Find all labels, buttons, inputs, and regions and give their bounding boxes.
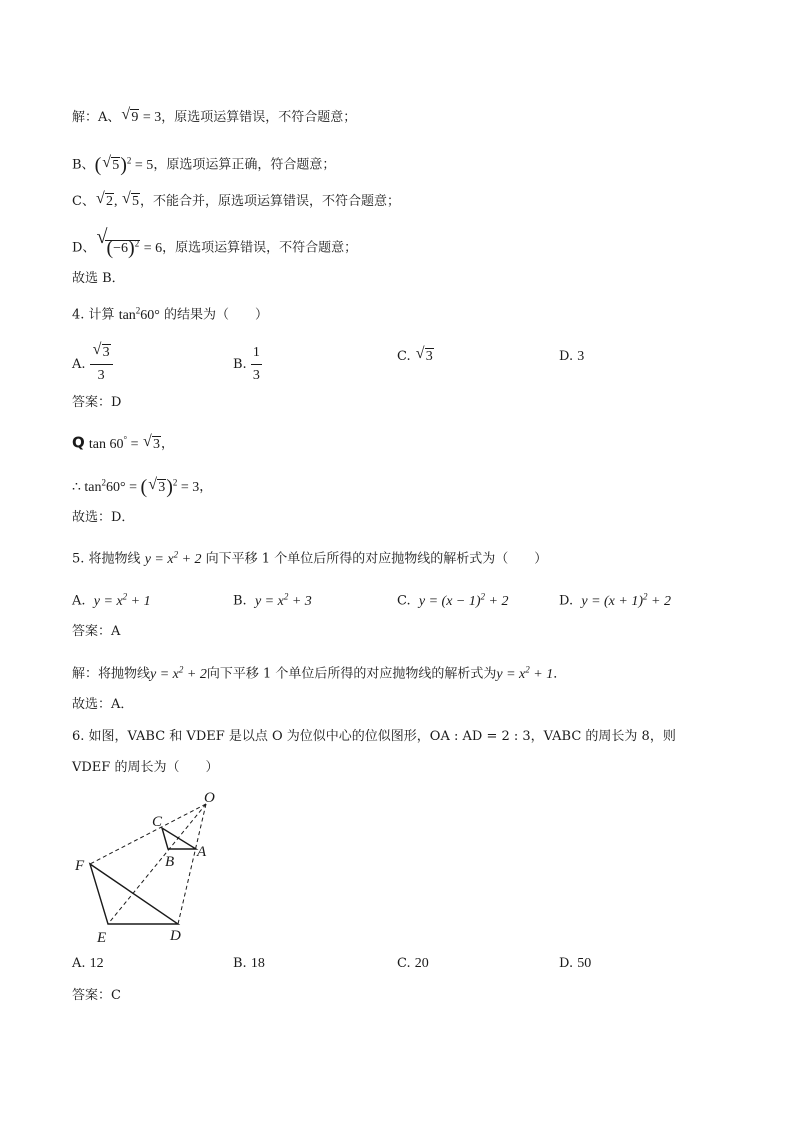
q3-c-math: √ 2, √ 5 <box>95 190 139 209</box>
q6-answer: 答案：C <box>72 988 121 1003</box>
q6-homothety-figure <box>72 790 232 948</box>
q6-stem-line1: 6. 如图，VABC 和 VDEF 是以点 O 为位似中心的位似图形，OA : AD = 2 : 3，VABC 的周长为 8，则 <box>72 729 676 744</box>
q4-option-a[interactable]: A. √ 3 3 <box>72 343 113 386</box>
q5-option-b[interactable]: B. $y = x^2 + 3$ <box>233 591 312 609</box>
q4-option-a-frac: √ 3 3 <box>90 343 113 386</box>
q5-answer: 答案：A <box>72 624 121 639</box>
q6-option-c[interactable]: C. 20 <box>397 956 429 971</box>
q4-step2: ∴ $\tan^260^\circ$ = ( √ 3)$^2$ = 3， <box>72 475 213 498</box>
q4-option-c[interactable]: C. √ 3 <box>397 345 433 364</box>
q6-option-b[interactable]: B. 18 <box>233 956 265 971</box>
q3-d-math: √ $(-6)^2 = 6$ <box>96 226 163 259</box>
q4-stem: 4. 计算 $\tan^260^\circ$ 的结果为（ ） <box>72 305 269 323</box>
ray-OD <box>178 804 206 924</box>
q5-option-c[interactable]: C. $y = (x - 1)^2 + 2$ <box>397 591 509 609</box>
q3-solution-c: C、 √ 2, √ 5，不能合并，原选项运算错误，不符合题意； <box>72 190 400 209</box>
q3-solution-d: D、 √ $(-6)^2 = 6$，原选项运算错误，不符合题意； <box>72 226 358 259</box>
ray-OF <box>90 804 206 864</box>
q6-option-a[interactable]: A. 12 <box>72 956 104 971</box>
q5-conclusion: 故选：A． <box>72 697 134 712</box>
q5-solution: 解：将抛物线$y = x^2 + 2$向下平移 1 个单位后所得的对应抛物线的解析式为$y = x^2 + 1$． <box>72 664 567 682</box>
q3-b-math: ( √ 5)$^2$ = 5 <box>94 153 154 176</box>
q5-option-d[interactable]: D. $y = (x + 1)^2 + 2$ <box>559 591 671 609</box>
q4-option-b-frac: $\frac{1}{3}$ <box>252 345 260 383</box>
q4-answer: 答案：D <box>72 395 122 410</box>
q4-option-c-math: √ 3 <box>415 345 433 364</box>
q4-step1: Q tan 60° = √ 3， <box>72 432 175 452</box>
q4-conclusion: 故选：D． <box>72 510 135 525</box>
label-F: F <box>75 858 85 874</box>
triangle-DEF <box>90 864 178 924</box>
label-E: E <box>97 930 107 946</box>
label-C: C <box>152 814 163 830</box>
q5-option-a[interactable]: A. $y = x^2 + 1$ <box>72 591 151 609</box>
triangle-ABC <box>162 828 196 849</box>
q3-solution-a: 解：A、 √ 9 = 3，原选项运算错误，不符合题意； <box>72 106 357 125</box>
q5-stem-math: $y = x^2 + 2$ <box>144 549 202 567</box>
q5-stem: 5. 将抛物线 $y = x^2 + 2$ 向下平移 1 个单位后所得的对应抛物线的解析式为（ ） <box>72 549 548 567</box>
label-O: O <box>204 790 215 806</box>
q4-option-b[interactable]: B. $\frac{1}{3}$ <box>233 343 262 386</box>
label-B: B <box>165 854 175 870</box>
q3-a-math: √ 9 = 3 <box>121 106 162 125</box>
q3-conclusion: 故选 B． <box>72 271 125 286</box>
q4-option-d[interactable]: D. 3 <box>559 349 585 364</box>
q3-solution-b: B、( √ 5)$^2$ = 5，原选项运算正确，符合题意； <box>72 153 336 176</box>
q4-stem-math: $\tan^260^\circ$ <box>118 305 160 323</box>
label-A: A <box>197 844 207 860</box>
q6-option-d[interactable]: D. 50 <box>559 956 592 971</box>
label-D: D <box>170 928 181 944</box>
q6-stem-line2: VDEF 的周长为（ ） <box>72 760 219 775</box>
